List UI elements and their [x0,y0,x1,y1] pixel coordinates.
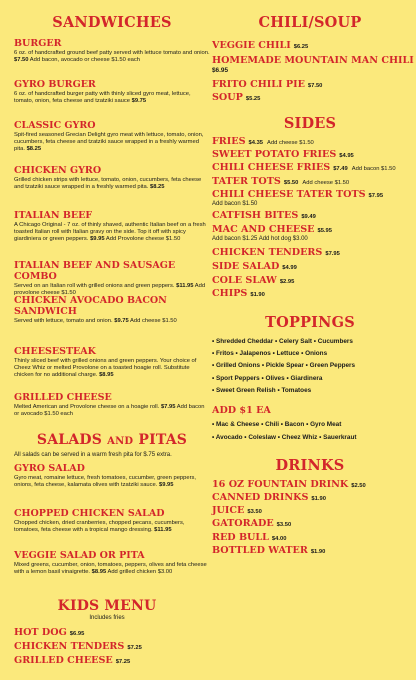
sandwich-item [14,260,210,297]
side-name: FRIES [212,136,246,147]
salad-name: CHOPPED CHICKEN SALAD [14,508,165,519]
drink-item [212,479,366,492]
side-item [212,288,265,301]
sides-heading: SIDES [283,115,337,132]
chili-item [212,55,414,66]
sandwich-description: Thinly sliced beef with grilled onions and green peppers. Your choice of Cheez Whiz or melted Provolone on a toasted hoagie roll. Substitute chicken for no additional charge. $8.95 [14,358,197,379]
kids-price: $7.25 [127,645,142,651]
sandwich-name: BURGER [14,38,62,49]
sandwich-name: CHEESESTEAK [14,346,96,357]
sandwich-item [14,165,210,191]
sandwich-price: $7.50 [14,57,29,64]
sandwich-description: 6 oz. of handcrafted ground beef patty served with lettuce tomato and onion. $7.50 Add bacon, avocado or cheese $1.50 each [14,50,210,64]
chili-price: $6.95 [212,67,228,74]
sandwich-name: ITALIAN BEEF AND SAUSAGE COMBO [14,260,176,282]
side-name: SWEET POTATO FRIES [212,149,337,160]
salad-price: $9.95 [159,482,174,489]
drink-name: BOTTLED WATER [212,545,308,556]
side-extra: Add bacon $1.50 [212,201,258,207]
kids-price: $6.95 [69,631,85,637]
chili-price: $7.50 [307,83,323,89]
topping-line: • Fritos • Jalapenos • Lettuce • Onions [212,350,328,358]
side-name: CHILI CHEESE TATER TOTS [212,189,366,200]
sandwich-price: $8.25 [149,184,165,191]
salad-item [14,550,210,576]
side-price: $4.95 [339,153,354,159]
salad-description: Mixed greens, cucumber, onion, tomatoes, peppers, olives and feta cheese with a lemon basil vinaigrette. $8.95 Add grilled chicken $3.00 [14,562,207,576]
sandwich-price: $7.95 [160,404,176,410]
side-extra: Add cheese $1.50 [267,140,314,146]
drink-price: $1.90 [311,496,326,502]
side-name: CATFISH BITES [212,210,299,221]
sandwich-name: CLASSIC GYRO [14,120,96,131]
kids-name: HOT DOG [14,627,67,638]
salad-price: $11.95 [154,527,172,534]
side-price: $5.50 [283,180,299,186]
sandwich-item [14,295,210,325]
side-extra: Add bacon $1.25 Add hot dog $3.00 [212,236,308,242]
toppings-add-label: ADD $1 EA [212,405,271,416]
side-item [212,149,354,162]
side-price: $2.95 [279,279,295,285]
paid-topping-line: • Avocado • Coleslaw • Cheez Whiz • Sauerkraut [212,434,357,441]
side-name: COLE SLAW [212,275,277,286]
side-item [212,261,297,274]
side-name: TATER TOTS [212,176,281,187]
side-price: $4.35 [248,140,264,146]
chili-name: HOMEMADE MOUNTAIN MAN CHILI [212,55,414,66]
sandwich-item [14,38,210,64]
sandwich-price: $9.95 [90,236,105,243]
salad-name: GYRO SALAD [14,463,85,474]
kids-item [14,627,84,640]
drink-price: $2.50 [351,483,366,489]
sandwich-item [14,210,210,243]
drinks-heading: DRINKS [275,457,345,474]
sandwich-price: $8.25 [26,146,42,153]
drink-item [212,518,291,531]
sandwich-description: 6 oz. of handcrafted burger patty with thinly sliced gyro meat, lettuce, tomato, onion, feta cheese and tzatziki sauce $9.75 [14,91,191,105]
kids-item [14,641,142,654]
salad-item [14,508,210,534]
topping-line: • Grilled Onions • Pickle Spear • Green Peppers [212,362,356,370]
sandwich-description: Spit-fired seasoned Grecian Delight gyro meat with lettuce, tomato, onion, cucumbers, feta cheese and tzatziki sauce wrapped in a freshly warmed pita. $8.25 [14,132,204,153]
topping-line: • Sweet Green Relish • Tomatoes [212,386,312,394]
salad-description: Chopped chicken, dried cranberries, chopped pecans, cucumbers, tomatoes, feta cheese with a tropical mango dressing. $11.95 [14,520,185,534]
side-name: CHILI CHEESE FRIES [212,162,331,173]
drink-item [212,492,326,505]
chili-item [212,79,322,92]
side-price: $7.95 [368,193,384,199]
sandwich-price: $9.75 [114,318,129,324]
sandwich-name: CHICKEN GYRO [14,165,102,176]
side-name: CHIPS [212,288,248,299]
drink-price: $3.50 [247,509,262,515]
chili-name: VEGGIE CHILI [212,40,291,51]
sandwich-price: $8.95 [99,372,114,379]
salad-price: $8.95 [91,569,107,576]
side-item [212,247,340,260]
side-name: MAC AND CHEESE [212,224,315,235]
sandwich-description: Grilled chicken strips with lettuce, tomato, onion, cucumbers, feta cheese and tzatziki sauce wrapped in a freshly warmed pita. $8.25 [14,177,202,191]
side-item [212,136,314,149]
sandwich-price: $9.75 [131,98,147,105]
sandwich-name: GYRO BURGER [14,79,96,90]
kids-name: CHICKEN TENDERS [14,641,125,652]
drink-item [212,545,325,558]
chili-name: SOUP [212,92,243,103]
drink-price: $3.50 [276,522,292,528]
salad-item [14,463,210,489]
toppings-heading: TOPPINGS [265,314,355,331]
side-extra: Add bacon $1.50 [351,166,396,172]
side-price: $7.49 [333,166,348,172]
side-item [212,210,316,223]
drink-name: JUICE [212,505,245,516]
topping-line: • Sport Peppers • Olives • Giardinera [212,374,323,382]
chili-price: $6.25 [293,44,309,50]
sandwich-name: ITALIAN BEEF [14,210,93,221]
sandwich-name: GRILLED CHEESE [14,392,112,403]
kids-item [14,655,130,668]
topping-line: • Shredded Cheddar • Celery Salt • Cucumbers [212,338,353,345]
sandwiches-heading: SANDWICHES [52,14,172,31]
kids-name: GRILLED CHEESE [14,655,113,666]
sandwich-name: CHICKEN AVOCADO BACON SANDWICH [14,295,167,317]
salads-heading: SALADS AND PITAS [36,432,188,448]
side-name: CHICKEN TENDERS [212,247,323,258]
drink-name: GATORADE [212,518,274,529]
side-item [212,162,396,175]
side-item [212,275,294,288]
side-price: $7.95 [325,251,340,257]
drink-price: $1.90 [310,549,326,555]
side-price: $5.95 [317,228,332,234]
salad-name: VEGGIE SALAD OR PITA [14,550,145,561]
salads-note: All salads can be served in a warm fresh pita for $.75 extra. [14,452,172,458]
drink-price: $4.00 [271,536,287,542]
kids-heading: KIDS MENU [57,598,157,614]
side-name: SIDE SALAD [212,261,280,272]
sandwich-item [14,392,210,418]
side-item [212,176,349,189]
sandwich-item [14,120,210,153]
sandwich-description: Served with lettuce, tomato and onion. $9.75 Add cheese $1.50 [14,318,177,324]
sandwich-item [14,79,210,105]
sandwich-description: Served on an Italian roll with grilled onions and green peppers. $11.95 Add provolone cheese $1.50 [14,283,206,297]
side-price: $4.99 [282,265,297,271]
drink-name: 16 OZ FOUNTAIN DRINK [212,479,349,490]
chili-item [212,92,260,105]
drink-name: CANNED DRINKS [212,492,309,503]
kids-price: $7.25 [115,659,131,665]
drink-item [212,505,262,518]
drink-item [212,532,286,545]
side-extra: Add cheese $1.50 [302,180,350,186]
sandwich-item [14,346,210,379]
sandwich-description: A Chicago Original - 7 oz. of thinly shaved, authentic Italian beef on a fresh toasted Italian roll with Italian gravy on the side. Top it off with spicy giardiniera or green peppers. $9.95 Add Provolone cheese $1.50 [14,222,206,243]
kids-note: Includes fries [89,615,125,621]
chili-heading: CHILI/SOUP [258,14,362,31]
chili-name: FRITO CHILI PIE [212,79,305,90]
sandwich-price: $11.95 [176,283,194,289]
sandwich-description: Melted American and Provolone cheese on a hoagie roll. $7.95 Add bacon or avocado $1.50 each [14,404,205,418]
chili-item [212,40,308,53]
paid-topping-line: • Mac & Cheese • Chili • Bacon • Gyro Meat [212,421,342,428]
chili-price: $5.25 [245,96,261,102]
side-price: $9.49 [301,214,316,220]
side-price: $1.90 [250,292,265,298]
drink-name: RED BULL [212,532,269,543]
salad-description: Gyro meat, romaine lettuce, fresh tomatoes, cucumber, green peppers, onions, feta cheese, kalamata olives with tzatziki sauce. $9.95 [14,475,197,489]
